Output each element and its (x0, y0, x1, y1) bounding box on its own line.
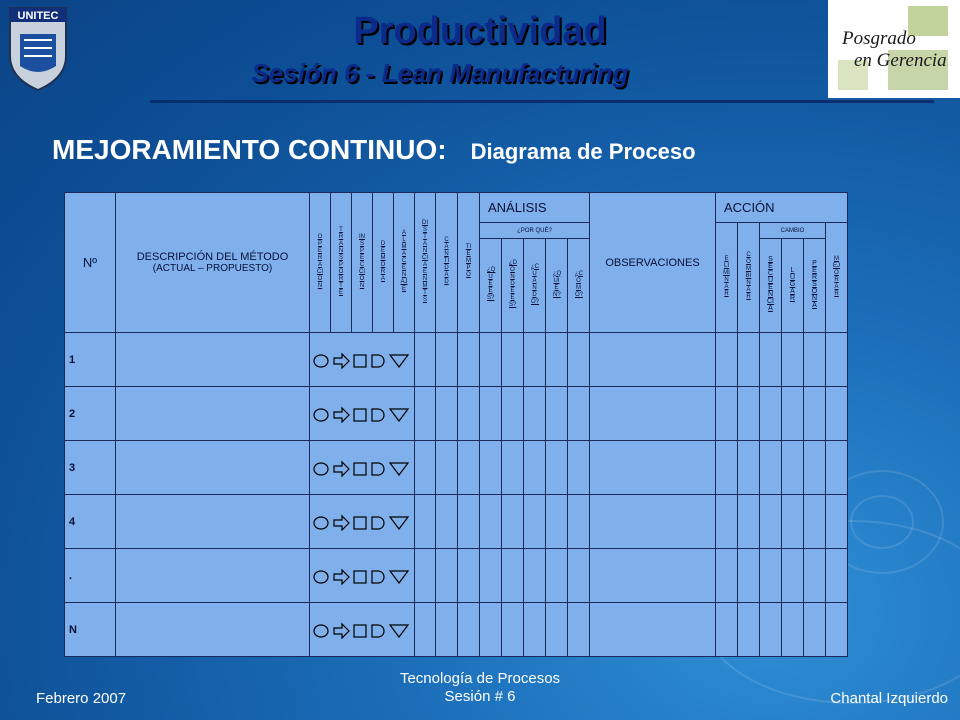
header-col-demora (373, 193, 394, 333)
header-col-label: ALMACENAJE (400, 230, 408, 292)
delay-symbol (372, 571, 384, 583)
row-description[interactable] (116, 387, 310, 441)
header-col-label: ¿DÓNDE ES? (509, 260, 517, 308)
row-cell[interactable] (502, 603, 524, 657)
header-col-tiempo (458, 193, 480, 333)
row-cell[interactable] (480, 603, 502, 657)
row-number: 4 (65, 495, 116, 549)
header-col-label: INSPECCIÓN (359, 233, 365, 289)
row-cell[interactable] (546, 441, 568, 495)
row-cell[interactable] (568, 441, 590, 495)
operation-symbol (314, 517, 328, 529)
row-cell[interactable] (826, 603, 848, 657)
row-cell[interactable] (480, 333, 502, 387)
row-cell[interactable] (716, 333, 738, 387)
row-cell[interactable] (716, 603, 738, 657)
row-cell[interactable] (826, 333, 848, 387)
table-row (65, 387, 848, 441)
row-symbols[interactable] (310, 603, 415, 657)
header-col-label: PERSONA (811, 259, 818, 309)
header-col-label: COMBINAR (745, 252, 752, 300)
row-cell[interactable] (546, 549, 568, 603)
header-col-secuencia (760, 239, 782, 333)
row-cell[interactable] (716, 387, 738, 441)
row-cell[interactable] (782, 495, 804, 549)
inspection-symbol (354, 463, 366, 475)
row-cell[interactable] (546, 603, 568, 657)
footer-session: Sesión # 6 (444, 688, 516, 705)
row-cell[interactable] (436, 495, 458, 549)
slide-subtitle: Sesión 6 - Lean Manufacturing (251, 58, 629, 88)
row-cell[interactable] (502, 549, 524, 603)
row-cell[interactable] (480, 387, 502, 441)
header-col-como (568, 239, 590, 333)
footer-course: Tecnología de Procesos (399, 670, 561, 687)
header-col-mejorar (826, 223, 848, 333)
row-description[interactable] (116, 333, 310, 387)
row-observaciones[interactable] (590, 603, 716, 657)
row-cell[interactable] (782, 333, 804, 387)
process-symbols (312, 567, 412, 585)
inspection-symbol (354, 517, 366, 529)
row-cell[interactable] (524, 387, 546, 441)
footer-date: Febrero 2007 (36, 690, 127, 707)
row-cell[interactable] (436, 549, 458, 603)
table-row (65, 495, 848, 549)
row-cell[interactable] (760, 387, 782, 441)
header-description (116, 193, 310, 333)
row-observaciones[interactable] (590, 387, 716, 441)
row-cell[interactable] (804, 495, 826, 549)
header-col-label: ELIMINAR (723, 255, 730, 297)
row-cell[interactable] (782, 387, 804, 441)
transport-symbol (334, 462, 349, 476)
row-cell[interactable] (480, 441, 502, 495)
row-cell[interactable] (436, 441, 458, 495)
row-observaciones[interactable] (590, 495, 716, 549)
row-observaciones[interactable] (590, 333, 716, 387)
header-col-label: ¿QUIÉN? (553, 270, 562, 298)
row-cell[interactable] (436, 333, 458, 387)
row-cell[interactable] (458, 387, 480, 441)
row-cell[interactable] (716, 441, 738, 495)
row-cell[interactable] (524, 549, 546, 603)
header-desc-sub: (ACTUAL – PROPUESTO) (152, 263, 273, 274)
storage-symbol (390, 355, 408, 367)
posgrado-logo (828, 0, 960, 98)
operation-symbol (314, 625, 328, 637)
process-symbols (312, 405, 412, 423)
row-cell[interactable] (826, 441, 848, 495)
unitec-logo-text: UNITEC (17, 10, 59, 22)
storage-symbol (390, 409, 408, 421)
header-col-combinar (738, 223, 760, 333)
row-number: 3 (65, 441, 116, 495)
transport-symbol (334, 570, 349, 584)
slide-title: Productividad (353, 10, 607, 52)
heading-sub: Diagrama de Proceso (470, 139, 696, 164)
table-row (65, 549, 848, 603)
header-col-label: ¿CÓMO? (575, 270, 584, 298)
storage-symbol (390, 625, 408, 637)
header-col-label: OPERACIÓN (317, 233, 323, 289)
row-cell[interactable] (524, 441, 546, 495)
header-col-label: LUGAR (789, 266, 796, 302)
header-col-cuando (524, 239, 546, 333)
row-cell[interactable] (760, 495, 782, 549)
header-col-transporte (331, 193, 352, 333)
inspection-symbol (354, 355, 366, 367)
row-cell[interactable] (568, 333, 590, 387)
row-cell[interactable] (716, 549, 738, 603)
operation-symbol (314, 571, 328, 583)
row-cell[interactable] (524, 333, 546, 387)
row-cell[interactable] (804, 333, 826, 387)
row-description[interactable] (116, 603, 310, 657)
delay-symbol (372, 625, 384, 637)
row-cell[interactable] (415, 387, 436, 441)
row-symbols[interactable] (310, 333, 415, 387)
row-cell[interactable] (760, 603, 782, 657)
operation-symbol (314, 355, 328, 367)
row-cell[interactable] (480, 495, 502, 549)
transport-symbol (334, 354, 349, 368)
row-cell[interactable] (738, 495, 760, 549)
row-cell[interactable] (568, 387, 590, 441)
row-cell[interactable] (738, 441, 760, 495)
row-number: 2 (65, 387, 116, 441)
row-observaciones[interactable] (590, 441, 716, 495)
delay-symbol (372, 355, 384, 367)
row-cell[interactable] (415, 549, 436, 603)
process-symbols (312, 459, 412, 477)
row-cell[interactable] (760, 549, 782, 603)
row-cell[interactable] (738, 333, 760, 387)
row-symbols[interactable] (310, 387, 415, 441)
row-number: . (65, 549, 116, 603)
row-cell[interactable] (436, 387, 458, 441)
row-cell[interactable] (826, 495, 848, 549)
row-description[interactable] (116, 495, 310, 549)
row-cell[interactable] (458, 603, 480, 657)
header-col-label: DEMORA (380, 240, 386, 282)
header-col-inspeccion (352, 193, 373, 333)
row-cell[interactable] (738, 387, 760, 441)
row-cell[interactable] (804, 549, 826, 603)
row-cell[interactable] (415, 333, 436, 387)
row-cell[interactable] (458, 441, 480, 495)
heading-main: MEJORAMIENTO CONTINUO: (52, 134, 447, 165)
inspection-symbol (354, 625, 366, 637)
row-cell[interactable] (458, 549, 480, 603)
header-por-que: ¿POR QUÉ? (480, 223, 590, 239)
header-col-lugar (782, 239, 804, 333)
header-col-distancia (415, 193, 436, 333)
row-cell[interactable] (738, 549, 760, 603)
row-cell[interactable] (415, 441, 436, 495)
header-num: Nº (65, 193, 116, 333)
process-symbols (312, 621, 412, 639)
row-symbols[interactable] (310, 549, 415, 603)
row-cell[interactable] (760, 441, 782, 495)
row-cell[interactable] (804, 387, 826, 441)
row-cell[interactable] (458, 495, 480, 549)
posgrado-logo-line2: en Gerencia (854, 50, 947, 71)
storage-symbol (390, 463, 408, 475)
row-cell[interactable] (415, 495, 436, 549)
footer-center (330, 670, 630, 706)
row-cell[interactable] (480, 549, 502, 603)
row-observaciones[interactable] (590, 549, 716, 603)
header-col-label: SECUENCIA (767, 256, 774, 312)
header-col-donde (502, 239, 524, 333)
row-cell[interactable] (782, 549, 804, 603)
header-col-quien (546, 239, 568, 333)
header-col-almacenaje (394, 193, 415, 333)
row-cell[interactable] (415, 603, 436, 657)
row-number: N (65, 603, 116, 657)
header-col-label: DISTANCIA EN MTS (422, 219, 428, 303)
header-col-operacion (310, 193, 331, 333)
header-col-label: TRANSPORTE (338, 226, 344, 296)
row-cell[interactable] (738, 603, 760, 657)
row-cell[interactable] (804, 603, 826, 657)
section-heading (52, 134, 696, 166)
table-row (65, 333, 848, 387)
header-accion: ACCIÓN (716, 193, 848, 223)
row-cell[interactable] (502, 333, 524, 387)
table-row (65, 441, 848, 495)
header-cambio: CAMBIO (760, 223, 826, 239)
row-cell[interactable] (782, 603, 804, 657)
delay-symbol (372, 409, 384, 421)
table-body (65, 333, 848, 657)
posgrado-logo-graphic (828, 0, 960, 98)
delay-symbol (372, 517, 384, 529)
row-cell[interactable] (546, 495, 568, 549)
header-observaciones: OBSERVACIONES (590, 193, 716, 333)
row-cell[interactable] (502, 387, 524, 441)
process-table (64, 192, 848, 657)
header-divider (150, 100, 934, 103)
transport-symbol (334, 516, 349, 530)
header-col-que (480, 239, 502, 333)
header-col-label: MEJORAR (833, 255, 841, 297)
storage-symbol (390, 517, 408, 529)
operation-symbol (314, 409, 328, 421)
header-col-cantidad (436, 193, 458, 333)
posgrado-logo-line1: Posgrado (842, 28, 916, 49)
row-cell[interactable] (804, 441, 826, 495)
row-cell[interactable] (524, 603, 546, 657)
row-symbols[interactable] (310, 441, 415, 495)
header-col-eliminar (716, 223, 738, 333)
row-cell[interactable] (458, 333, 480, 387)
transport-symbol (334, 408, 349, 422)
header-desc-title: DESCRIPCIÓN DEL MÉTODO (136, 251, 289, 263)
row-cell[interactable] (716, 495, 738, 549)
header-col-label: ¿CUÁNDO? (531, 263, 540, 305)
table-row (65, 603, 848, 657)
row-cell[interactable] (826, 387, 848, 441)
delay-symbol (372, 463, 384, 475)
header-col-label: TIEMPO (465, 244, 472, 278)
inspection-symbol (354, 571, 366, 583)
row-cell[interactable] (546, 387, 568, 441)
row-cell[interactable] (568, 549, 590, 603)
operation-symbol (314, 463, 328, 475)
row-number: 1 (65, 333, 116, 387)
header-col-label: CANTIDAD (443, 237, 450, 285)
inspection-symbol (354, 409, 366, 421)
row-description[interactable] (116, 441, 310, 495)
row-cell[interactable] (502, 495, 524, 549)
row-cell[interactable] (436, 603, 458, 657)
row-cell[interactable] (826, 549, 848, 603)
storage-symbol (390, 571, 408, 583)
header-col-persona (804, 239, 826, 333)
row-cell[interactable] (568, 495, 590, 549)
process-symbols (312, 513, 412, 531)
process-symbols (312, 351, 412, 369)
row-cell[interactable] (568, 603, 590, 657)
row-cell[interactable] (546, 333, 568, 387)
transport-symbol (334, 624, 349, 638)
row-symbols[interactable] (310, 495, 415, 549)
row-cell[interactable] (524, 495, 546, 549)
row-cell[interactable] (760, 333, 782, 387)
row-cell[interactable] (502, 441, 524, 495)
header-analisis: ANÁLISIS (480, 193, 590, 223)
row-description[interactable] (116, 549, 310, 603)
row-cell[interactable] (782, 441, 804, 495)
footer-author: Chantal Izquierdo (830, 690, 948, 707)
header-col-label: ¿QUÉ ES? (487, 267, 496, 301)
